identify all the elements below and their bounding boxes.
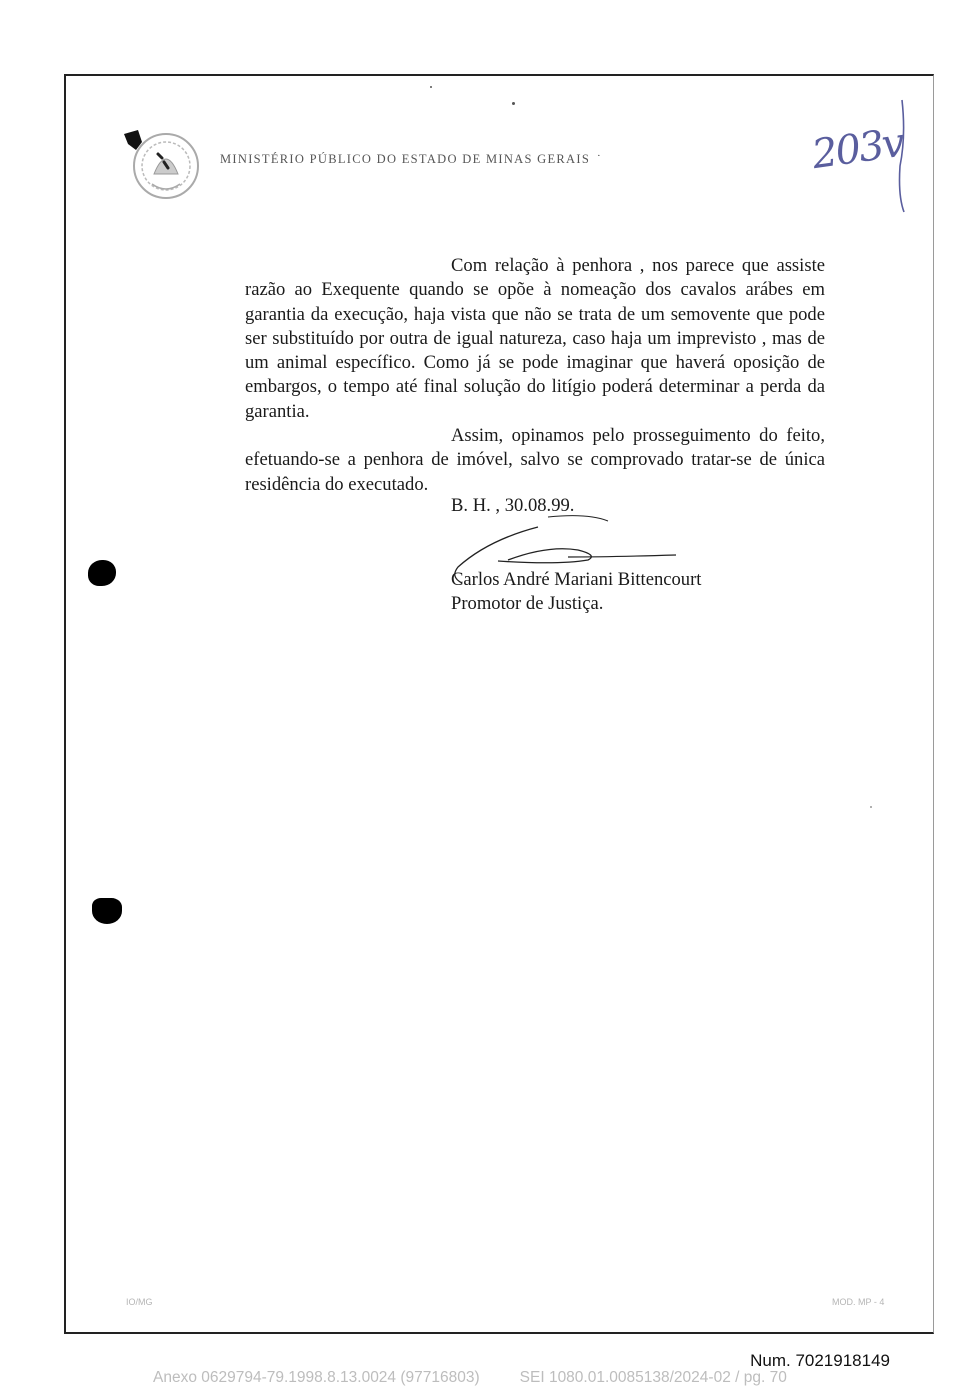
paragraph-penhora: Com relação à penhora , nos parece que assiste razão ao Exequente quando se opõe à nomeação dos cavalos arábes em garantia da execução, haja vista que não se trata de um semovente que pode ser substituído por outra de igual natureza, caso haja um imprevisto , mas de um animal específico. Como já se pode imaginar que haverá oposição de embargos, o tempo até final solução do litígio poderá determinar a perda da garantia.	[245, 255, 825, 422]
paragraph-opinion: Assim, opinamos pelo prosseguimento do feito, efetuando-se a penhora de imóvel, salvo se comprovado tratar-se de única residência do executado.	[245, 425, 825, 495]
punch-hole-mark	[92, 898, 122, 924]
document-body	[245, 254, 825, 497]
header-dot-mark: ·	[597, 150, 601, 162]
handwritten-stroke-icon	[880, 96, 920, 216]
institution-header: MINISTÉRIO PÚBLICO DO ESTADO DE MINAS GERAIS	[220, 152, 591, 166]
punch-hole-mark	[88, 560, 116, 586]
annex-reference: Anexo 0629794-79.1998.8.13.0024 (97716803)	[153, 1369, 480, 1386]
annex-footer	[153, 1369, 787, 1387]
scan-speck	[512, 102, 515, 105]
document-number: Num. 7021918149	[750, 1351, 890, 1370]
handwritten-page-number: 203v	[809, 119, 906, 179]
form-code-right: MOD. MP - 4	[832, 1297, 885, 1307]
coat-of-arms-seal-icon	[124, 124, 204, 204]
scan-speck	[870, 806, 872, 808]
form-code-left: IO/MG	[126, 1297, 153, 1307]
signer-name: Carlos André Mariani Bittencourt	[451, 569, 702, 590]
signer-role: Promotor de Justiça.	[451, 593, 604, 614]
scan-speck	[430, 86, 432, 88]
sei-reference: SEI 1080.01.0085138/2024-02 / pg. 70	[519, 1369, 787, 1386]
place-date: B. H. , 30.08.99.	[451, 495, 575, 516]
